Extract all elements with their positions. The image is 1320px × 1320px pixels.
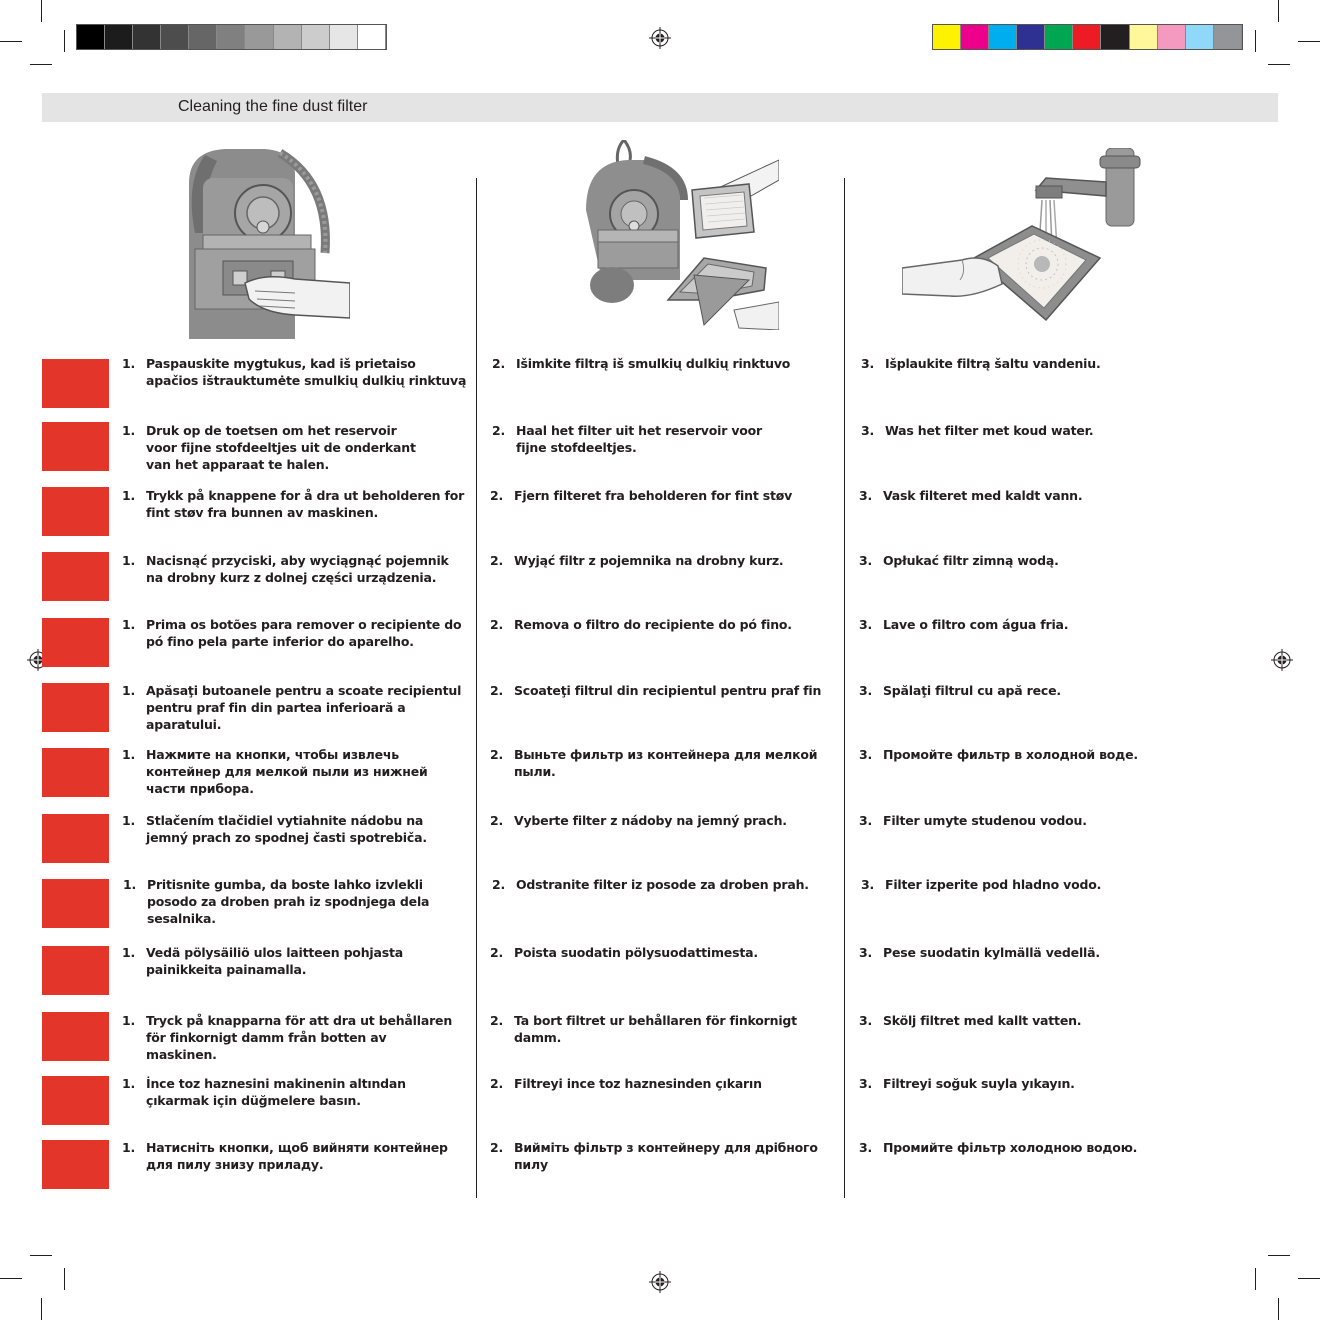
step-3-text: 3. Vask filteret med kaldt vann.: [859, 488, 1083, 503]
gray-swatch: [105, 25, 133, 49]
step-number: 1.: [122, 1140, 136, 1155]
language-flag: [42, 683, 109, 732]
step-number: 3.: [861, 356, 875, 371]
step-2-text: 2. Odstranite filter iz posode za droben prah.: [492, 877, 809, 892]
step-2-text: 2. Ta bort filtret ur behållaren för finkornigt damm.: [490, 1013, 797, 1045]
step-number: 1.: [122, 945, 136, 960]
step-3-text: 3. Промийте фільтр холодною водою.: [859, 1140, 1138, 1155]
step-number: 1.: [122, 423, 136, 438]
step-number: 3.: [861, 423, 875, 438]
step-number: 2.: [490, 617, 504, 632]
step-number: 1.: [122, 553, 136, 568]
color-swatch: [1186, 25, 1214, 49]
filter-removal-icon: [584, 140, 779, 330]
step-3-text: 3. Filter umyte studenou vodou.: [859, 813, 1087, 828]
registration-mark-icon: [649, 1271, 671, 1293]
step-number: 1.: [122, 1013, 136, 1028]
step-number: 1.: [122, 1076, 136, 1091]
step-1-text: 1. Paspauskite mygtukus, kad iš prietaiso apačios ištrauktumėte smulkių dulkių rinktuvą: [122, 356, 467, 388]
step-3-text: 3. Spălaţi filtrul cu apă rece.: [859, 683, 1061, 698]
language-flag: [42, 879, 109, 928]
step-number: 2.: [490, 1140, 504, 1155]
vacuum-reservoir-removal-icon: [145, 143, 350, 339]
registration-mark-icon: [1271, 649, 1293, 671]
step-number: 2.: [490, 683, 504, 698]
language-flag: [42, 618, 109, 667]
gray-swatch: [358, 25, 386, 49]
language-flag: [42, 748, 109, 797]
step-3-text: 3. Skölj filtret med kallt vatten.: [859, 1013, 1082, 1028]
gray-swatch: [133, 25, 161, 49]
step-number: 2.: [490, 813, 504, 828]
filter-rinse-icon: [902, 148, 1142, 322]
step-number: 1.: [123, 877, 137, 892]
step-2-text: 2. Выньте фильтр из контейнера для мелкой пыли.: [490, 747, 818, 779]
color-swatch: [1158, 25, 1186, 49]
step-1-text: 1. Pritisnite gumba, da boste lahko izvlekli posodo za droben prah iz spodnjega dela sesalnika.: [123, 877, 430, 926]
step-1-text: 1. Tryck på knapparna för att dra ut behållaren för finkornigt damm från botten av maskinen.: [122, 1013, 453, 1062]
step-1-text: 1. Stlačením tlačidiel vytiahnite nádobu na jemný prach zo spodnej časti spotrebiča.: [122, 813, 427, 845]
gray-swatch: [189, 25, 217, 49]
step-3-text: 3. Išplaukite filtrą šaltu vandeniu.: [861, 356, 1101, 371]
step-number: 3.: [859, 553, 873, 568]
step-1-text: 1. Натисніть кнопки, щоб вийняти контейнер для пилу знизу приладу.: [122, 1140, 448, 1172]
step-number: 2.: [490, 553, 504, 568]
gray-swatch: [302, 25, 330, 49]
gray-swatch: [217, 25, 245, 49]
step-3-text: 3. Was het filter met koud water.: [861, 423, 1094, 438]
color-swatch: [1017, 25, 1045, 49]
gray-swatch: [245, 25, 273, 49]
color-bar: [932, 24, 1243, 50]
step-number: 3.: [859, 617, 873, 632]
step-1-text: 1. Druk op de toetsen om het reservoir voor fijne stofdeeltjes uit de onderkant van het apparaat te halen.: [122, 423, 416, 472]
language-flag: [42, 487, 109, 536]
step-number: 3.: [859, 488, 873, 503]
color-swatch: [1101, 25, 1129, 49]
step-number: 3.: [859, 813, 873, 828]
color-swatch: [989, 25, 1017, 49]
color-swatch: [933, 25, 961, 49]
step-1-text: 1. Nacisnąć przyciski, aby wyciągnąć pojemnik na drobny kurz z dolnej części urządzenia.: [122, 553, 449, 585]
step-number: 2.: [490, 945, 504, 960]
color-swatch: [1130, 25, 1158, 49]
language-flag: [42, 814, 109, 863]
step-2-text: 2. Haal het filter uit het reservoir voor fijne stofdeeltjes.: [492, 423, 763, 455]
step-1-text: 1. İnce toz haznesini makinenin altından çıkarmak için düğmelere basın.: [122, 1076, 406, 1108]
step-1-text: 1. Нажмите на кнопки, чтобы извлечь контейнер для мелкой пыли из нижней части прибора.: [122, 747, 428, 796]
step-number: 2.: [492, 877, 506, 892]
step-2-text: 2. Filtreyi ince toz haznesinden çıkarın: [490, 1076, 762, 1091]
step-number: 3.: [859, 747, 873, 762]
column-divider: [844, 178, 845, 1198]
step-2-text: 2. Vyberte filter z nádoby na jemný prach.: [490, 813, 787, 828]
step-2-text: 2. Remova o filtro do recipiente do pó fino.: [490, 617, 792, 632]
step-3-text: 3. Промойте фильтр в холодной воде.: [859, 747, 1138, 762]
section-header: [42, 93, 1278, 122]
step-2-text: 2. Poista suodatin pölysuodattimesta.: [490, 945, 758, 960]
step-3-text: 3. Lave o filtro com água fria.: [859, 617, 1069, 632]
color-swatch: [1045, 25, 1073, 49]
step-number: 1.: [122, 683, 136, 698]
step-1-text: 1. Vedä pölysäiliö ulos laitteen pohjasta painikkeita painamalla.: [122, 945, 403, 977]
step-3-text: 3. Filtreyi soğuk suyla yıkayın.: [859, 1076, 1075, 1091]
step-number: 1.: [122, 813, 136, 828]
language-flag: [42, 552, 109, 601]
step-number: 3.: [859, 1140, 873, 1155]
section-title: Cleaning the fine dust filter: [178, 98, 368, 115]
color-swatch: [1073, 25, 1101, 49]
step-2-text: 2. Išimkite filtrą iš smulkių dulkių rinktuvo: [492, 356, 791, 371]
step-number: 1.: [122, 356, 136, 371]
step-3-text: 3. Filter izperite pod hladno vodo.: [861, 877, 1102, 892]
step-1-text: 1. Apăsaţi butoanele pentru a scoate recipientul pentru praf fin din partea inferioară a aparatului.: [122, 683, 462, 732]
step-number: 2.: [490, 488, 504, 503]
language-flag: [42, 1140, 109, 1189]
language-flag: [42, 1012, 109, 1061]
color-swatch: [1214, 25, 1242, 49]
registration-mark-icon: [649, 27, 671, 49]
step-number: 2.: [490, 1013, 504, 1028]
language-flag: [42, 946, 109, 995]
step-number: 2.: [490, 1076, 504, 1091]
language-flag: [42, 422, 109, 471]
column-divider: [476, 178, 477, 1198]
grayscale-bar: [76, 24, 387, 50]
step-number: 2.: [490, 747, 504, 762]
step-number: 3.: [859, 945, 873, 960]
gray-swatch: [161, 25, 189, 49]
step-number: 2.: [492, 423, 506, 438]
step-2-text: 2. Fjern filteret fra beholderen for fint støv: [490, 488, 793, 503]
step-2-text: 2. Wyjąć filtr z pojemnika na drobny kurz.: [490, 553, 784, 568]
step-1-text: 1. Prima os botões para remover o recipiente do pó fino pela parte inferior do aparelho.: [122, 617, 462, 649]
language-flag: [42, 1076, 109, 1125]
step-2-text: 2. Вийміть фільтр з контейнеру для дрібного пилу: [490, 1140, 818, 1172]
step-number: 3.: [859, 683, 873, 698]
language-flag: [42, 359, 109, 408]
step-number: 2.: [492, 356, 506, 371]
gray-swatch: [274, 25, 302, 49]
step-2-text: 2. Scoateţi filtrul din recipientul pentru praf fin: [490, 683, 822, 698]
step-number: 1.: [122, 617, 136, 632]
step-number: 3.: [859, 1013, 873, 1028]
step-number: 1.: [122, 488, 136, 503]
step-3-text: 3. Opłukać filtr zimną wodą.: [859, 553, 1059, 568]
gray-swatch: [77, 25, 105, 49]
step-number: 1.: [122, 747, 136, 762]
gray-swatch: [330, 25, 358, 49]
step-1-text: 1. Trykk på knappene for å dra ut beholderen for fint støv fra bunnen av maskinen.: [122, 488, 465, 520]
color-swatch: [961, 25, 989, 49]
step-number: 3.: [861, 877, 875, 892]
step-number: 3.: [859, 1076, 873, 1091]
step-3-text: 3. Pese suodatin kylmällä vedellä.: [859, 945, 1100, 960]
